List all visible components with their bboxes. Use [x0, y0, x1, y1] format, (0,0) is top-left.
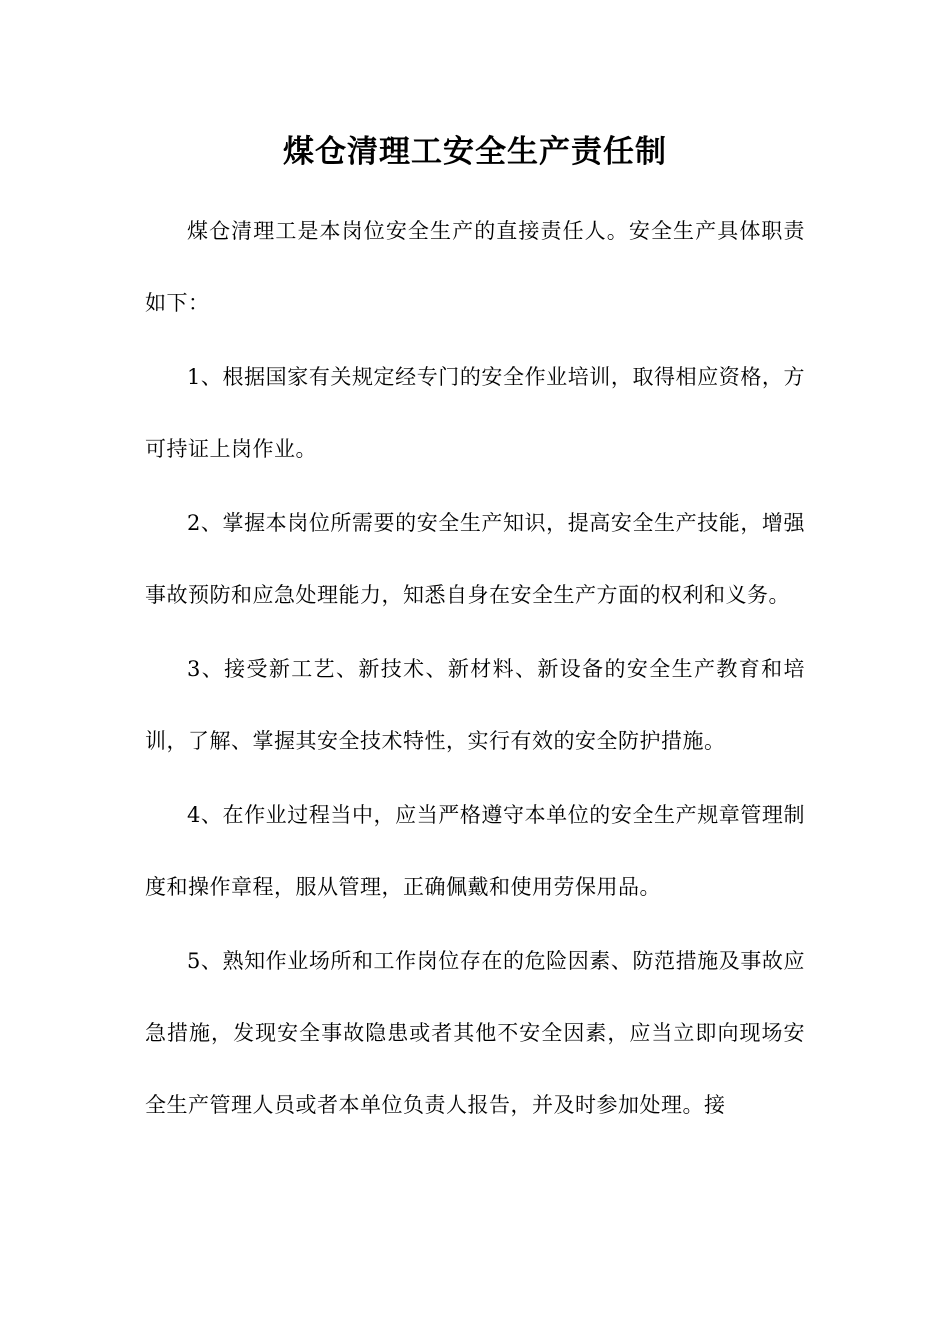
clause-5-paragraph: 5、熟知作业场所和工作岗位存在的危险因素、防范措施及事故应急措施，发现安全事故隐患或者其他不安全因素，应当立即向现场安全生产管理人员或者本单位负责人报告，并及时参加处理。接 — [145, 949, 805, 1117]
clause-1-paragraph: 1、根据国家有关规定经专门的安全作业培训，取得相应资格，方可持证上岗作业。 — [145, 365, 805, 461]
clause-4-paragraph: 4、在作业过程当中，应当严格遵守本单位的安全生产规章管理制度和操作章程，服从管理，正确佩戴和使用劳保用品。 — [145, 803, 805, 899]
document-body — [145, 195, 805, 1141]
clause-3-paragraph: 3、接受新工艺、新技术、新材料、新设备的安全生产教育和培训，了解、掌握其安全技术特性，实行有效的安全防护措施。 — [145, 657, 805, 753]
document-title: 煤仓清理工安全生产责任制 — [283, 134, 667, 170]
clause-2-paragraph: 2、掌握本岗位所需要的安全生产知识，提高安全生产技能，增强事故预防和应急处理能力，知悉自身在安全生产方面的权利和义务。 — [145, 511, 805, 607]
intro-paragraph: 煤仓清理工是本岗位安全生产的直接责任人。安全生产具体职责如下： — [145, 219, 805, 315]
